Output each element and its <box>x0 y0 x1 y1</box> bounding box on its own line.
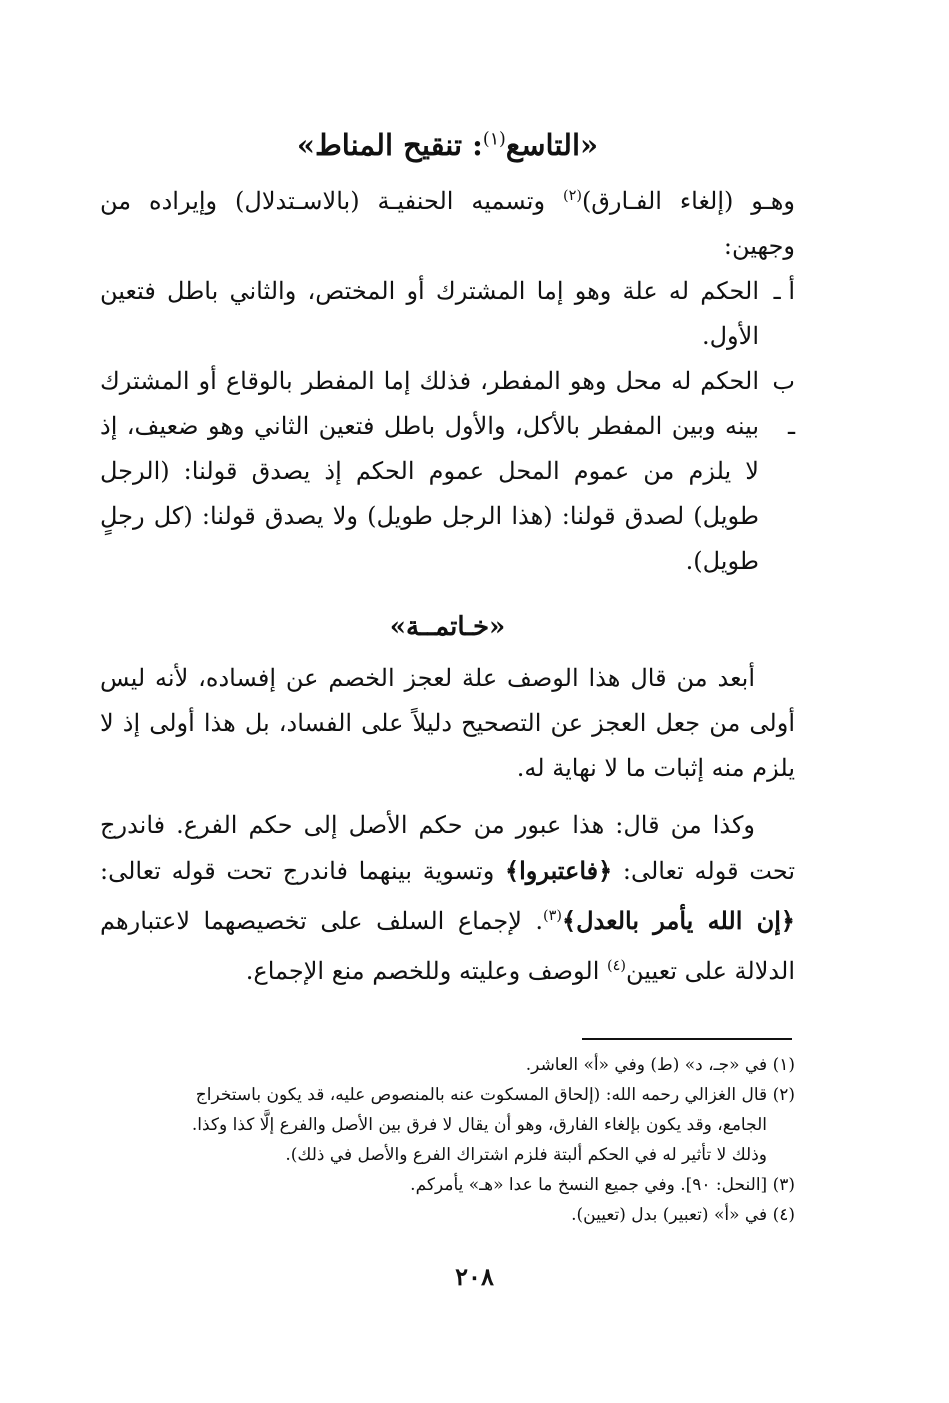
list-marker-b: ب ـ <box>772 367 795 440</box>
footnote-3: (٣) [النحل: ٩٠]. وفي جميع النسخ ما عدا «هـ» يأمركم. <box>410 1175 795 1195</box>
footnote-2-continued: وذلك لا تأثير له في الحكم ألبتة فلزم اشتراك الفرع والأصل في ذلك). <box>285 1145 767 1165</box>
footnote-2: (٢) قال الغزالي رحمه الله: (إلحاق المسكوت عنه بالمنصوص عليه، قد يكون باستخراج <box>195 1085 795 1105</box>
footnote-4: (٤) في «أ» (تعبير) بدل (تعيين). <box>571 1205 795 1225</box>
footnote-ref-3[interactable]: (٣) <box>543 908 563 924</box>
footnotes <box>100 1050 795 1230</box>
title-text: «التاسع <box>505 128 599 162</box>
para2-text-d: الوصف وعليته وللخصم منع الإجماع. <box>245 957 608 985</box>
footnote-1: (١) في «جـ، د» (ط) وفي «أ» العاشر. <box>525 1055 795 1075</box>
footnote-separator <box>582 1038 792 1040</box>
list-text-b: الحكم له محل وهو المفطر، فذلك إما المفطر بالوقاع أو المشترك بينه وبين المفطر بالأكل، والأول باطل فتعين الثاني وهو ضعيف، إذ لا يلزم من عموم المحل عموم الحكم إذ يصدق قولنا: (الرجل طويل) لصدق قولنا: (هذا الرجل طويل) ولا يصدق قولنا: (كل رجلٍ طويل). <box>100 367 759 575</box>
quran-quote-1: ﴿فاعتبروا﴾ <box>505 856 613 885</box>
intro-paragraph <box>100 174 795 269</box>
section-title-khatima: «خـاتمــة» <box>389 612 506 642</box>
conclusion-paragraph-2 <box>100 803 795 994</box>
para2-text-a: وكذا من قال: هذا عبور من حكم الأصل إلى حكم الفرع. فاندرج تحت قوله تعالى: <box>100 811 796 885</box>
list-text-a: الحكم له علة وهو إما المشترك أو المختص، والثاني باطل فتعين الأول. <box>100 277 759 350</box>
conclusion-paragraph-1: أبعد من قال هذا الوصف علة لعجز الخصم عن إفساده، لأنه ليس أولى من جعل العجز عن التصحيح دليلاً على الفساد، بل هذا أولى إذ لا يلزم منه إثبات ما لا نهاية له. <box>100 664 795 782</box>
list-item-a <box>100 269 795 359</box>
quran-quote-2: ﴿إن الله يأمر بالعدل﴾ <box>562 906 795 935</box>
footnote-2-continued: الجامع، وقد يكون بإلغاء الفارق، وهو أن يقال لا فرق بين الأصل والفرع إلَّا كذا وكذا. <box>191 1115 767 1135</box>
list-item-b <box>100 359 795 584</box>
list-marker-a: أ ـ <box>773 277 795 305</box>
intro-text-b: وتسميه الحنفيـة (بالاسـتدلال) وإيراده من وجهين: <box>100 187 795 260</box>
footnote-ref-2[interactable]: (٢) <box>562 188 582 204</box>
para2-text-c: . لإجماع السلف على تخصيصهما لاعتبارهم الدلالة على تعيين <box>100 907 795 985</box>
intro-text-a: وهـو (إلغاء الفـارق) <box>581 187 795 215</box>
footnote-ref-1[interactable]: (١) <box>482 129 506 150</box>
footnote-ref-4[interactable]: (٤) <box>607 958 627 974</box>
para2-text-b: وتسوية بينهما فاندرج تحت قوله تعالى: <box>100 857 505 885</box>
main-text <box>100 128 795 994</box>
title-tail: : تنقيح المناط» <box>296 128 483 162</box>
paragraph-gap <box>100 791 795 803</box>
section-title-tanqih <box>100 128 795 162</box>
page-number: ٢٠٨ <box>455 1262 494 1291</box>
